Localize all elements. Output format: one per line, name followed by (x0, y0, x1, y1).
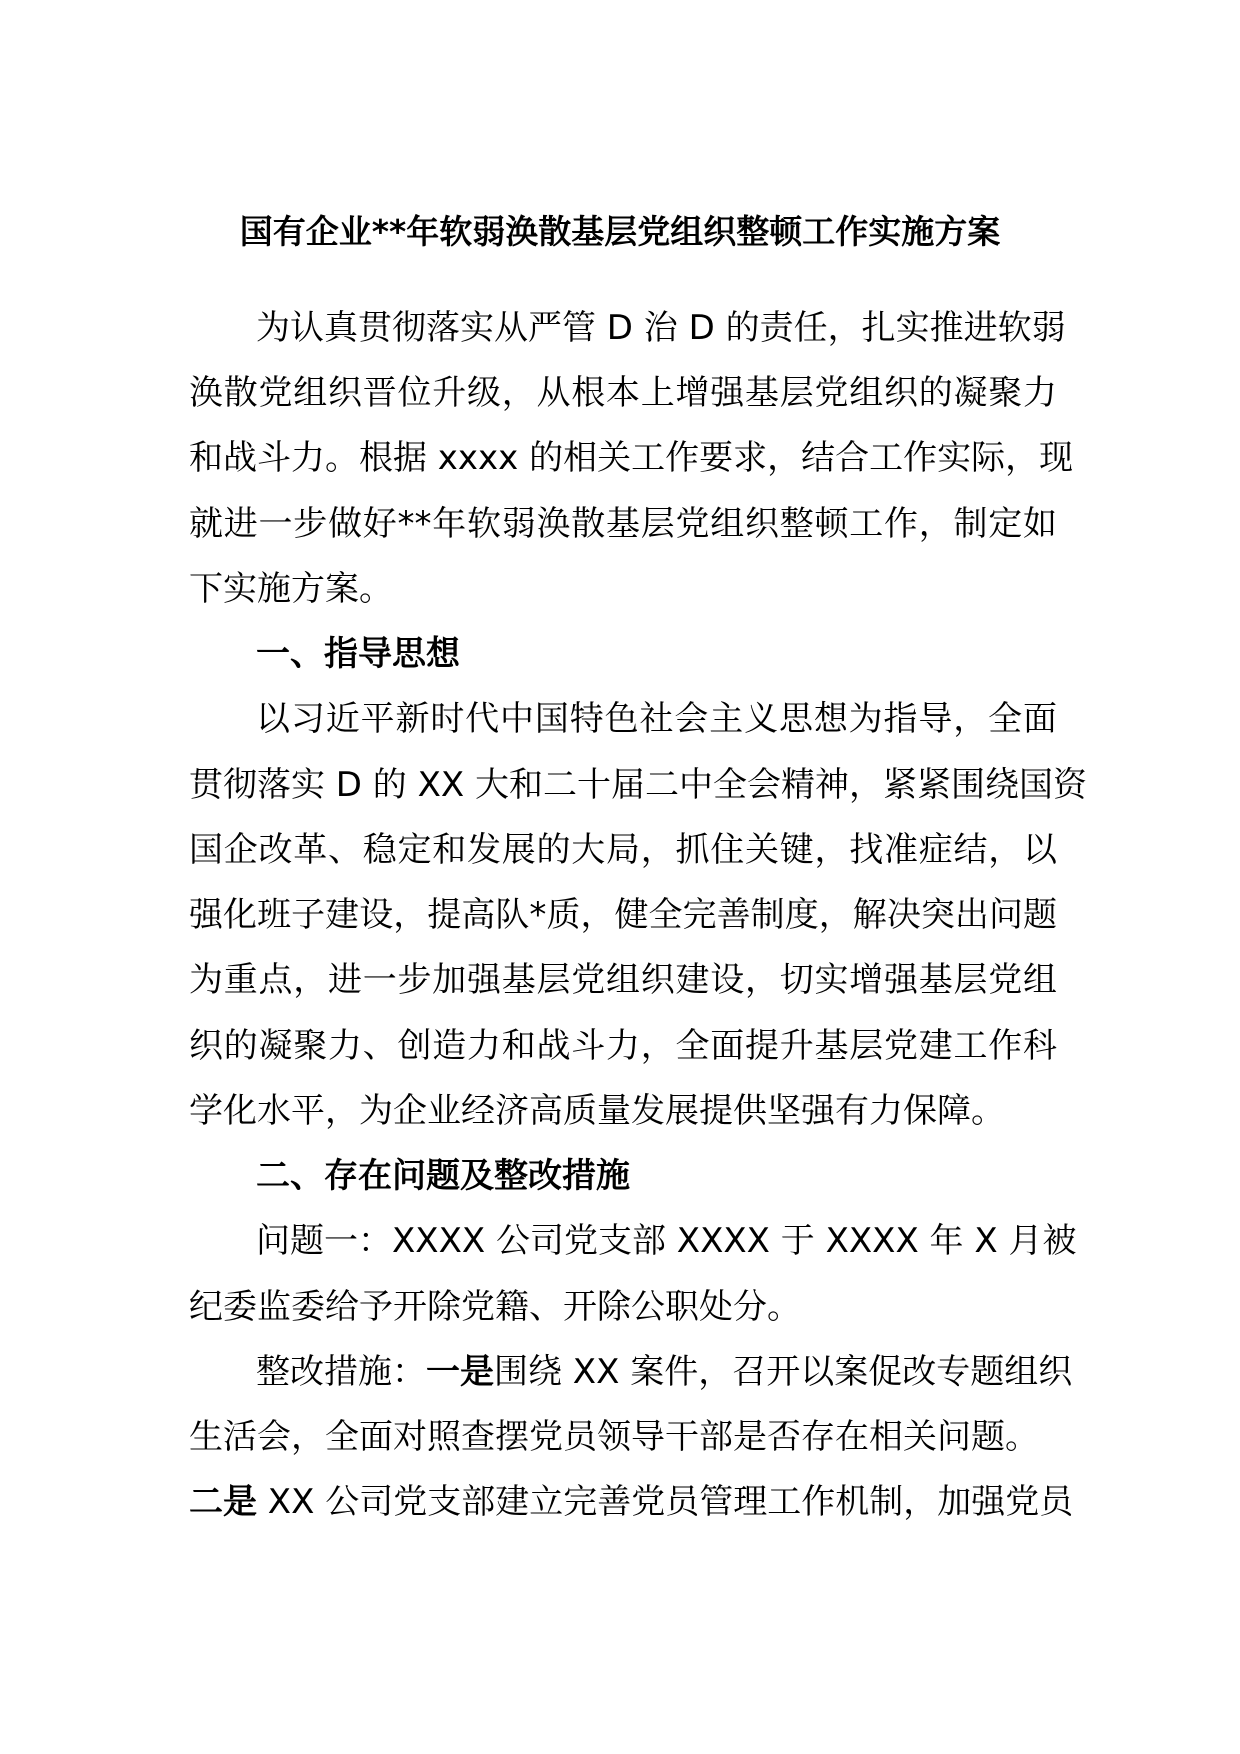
measures-label: 整改措施： (256, 1352, 426, 1392)
section-heading-guiding-ideology: 一、指导思想 (256, 634, 460, 674)
paragraph-line: 强化班子建设，提高队*质，健全完善制度，解决突出问题 (189, 895, 1057, 935)
paragraph-line: 国企改革、稳定和发展的大局，抓住关键，找准症结，以 (189, 830, 1057, 870)
paragraph-line: 为认真贯彻落实从严管 D 治 D 的责任，扎实推进软弱 (256, 308, 1066, 348)
measure-one-text: 围绕 XX 案件，召开以案促改专题组织 (494, 1352, 1073, 1392)
paragraph-line: 以习近平新时代中国特色社会主义思想为指导，全面 (256, 699, 1057, 739)
paragraph-line: 织的凝聚力、创造力和战斗力，全面提升基层党建工作科 (189, 1026, 1057, 1066)
paragraph-line: 为重点，进一步加强基层党组织建设，切实增强基层党组 (189, 960, 1057, 1000)
paragraph-line: 下实施方案。 (189, 569, 393, 609)
paragraph-line: 问题一：XXXX 公司党支部 XXXX 于 XXXX 年 X 月被 (256, 1221, 1077, 1261)
measures-line (256, 1350, 1073, 1394)
paragraph-line: 纪委监委给予开除党籍、开除公职处分。 (189, 1287, 801, 1327)
measures-line (189, 1480, 1074, 1524)
paragraph-line: 生活会，全面对照查摆党员领导干部是否存在相关问题。 (189, 1417, 1039, 1457)
measure-one-marker: 一是 (426, 1352, 494, 1392)
paragraph-line: 和战斗力。根据 xxxx 的相关工作要求，结合工作实际，现 (189, 438, 1074, 478)
section-heading-problems: 二、存在问题及整改措施 (256, 1156, 630, 1196)
measure-two-marker: 二是 (189, 1482, 257, 1522)
paragraph-line: 涣散党组织晋位升级，从根本上增强基层党组织的凝聚力 (189, 373, 1057, 413)
measure-two-text: XX 公司党支部建立完善党员管理工作机制，加强党员 (257, 1482, 1074, 1522)
paragraph-line: 就进一步做好**年软弱涣散基层党组织整顿工作，制定如 (189, 504, 1057, 544)
paragraph-line: 学化水平，为企业经济高质量发展提供坚强有力保障。 (189, 1091, 1005, 1131)
paragraph-line: 贯彻落实 D 的 XX 大和二十届二中全会精神，紧紧围绕国资 (189, 765, 1087, 805)
document-title: 国有企业**年软弱涣散基层党组织整顿工作实施方案 (239, 212, 1001, 251)
